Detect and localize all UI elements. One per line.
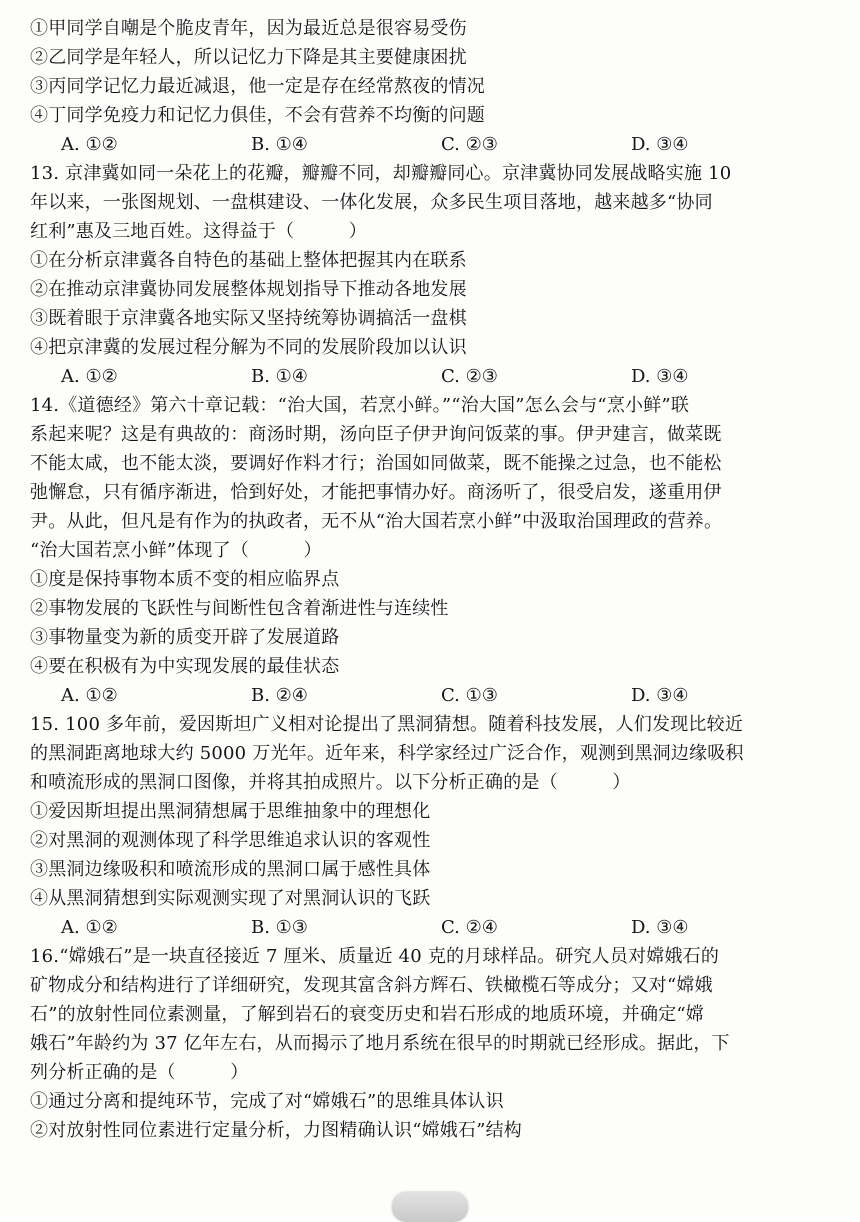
q12-option-3: ③丙同学记忆力最近减退，他一定是存在经常熬夜的情况 — [30, 76, 485, 97]
q13-stem-line-3: 红利”惠及三地百姓。这得益于（ ） — [30, 221, 368, 242]
q14-choices — [30, 681, 830, 710]
q15-stem-line-2: 的黑洞距离地球大约 5000 万光年。近年来，科学家经过广泛合作，观测到黑洞边缘吸积 — [30, 743, 744, 764]
q12-choice-a: A. ①② — [61, 134, 118, 155]
q13-choice-c: C. ②③ — [441, 366, 498, 387]
q15-option-2: ②对黑洞的观测体现了科学思维追求认识的客观性 — [30, 830, 431, 851]
q14-stem-line-3: 不能太咸，也不能太淡，要调好作料才行；治国如同做菜，既不能操之过急，也不能松 — [30, 453, 722, 474]
q12-choices — [30, 130, 830, 159]
q13-choices — [30, 362, 830, 391]
question-15 — [30, 710, 830, 942]
q13-stem-line-1: 13. 京津冀如同一朵花上的花瓣，瓣瓣不同，却瓣瓣同心。京津冀协同发展战略实施 10 — [30, 163, 732, 184]
q15-choice-c: C. ②④ — [441, 917, 498, 938]
q15-option-3: ③黑洞边缘吸积和喷流形成的黑洞口属于感性具体 — [30, 859, 431, 880]
q15-choice-a: A. ①② — [61, 917, 118, 938]
q16-stem-line-1: 16.“嫦娥石”是一块直径接近 7 厘米、质量近 40 克的月球样品。研究人员对嫦娥石的 — [30, 946, 720, 967]
q16-stem-line-3: 石”的放射性同位素测量，了解到岩石的衰变历史和岩石形成的地质环境，并确定“嫦 — [30, 1004, 705, 1025]
q14-stem-line-4: 弛懈怠，只有循序渐进，恰到好处，才能把事情办好。商汤听了，很受启发，遂重用伊 — [30, 482, 722, 503]
q12-option-4: ④丁同学免疫力和记忆力俱佳，不会有营养不均衡的问题 — [30, 105, 485, 126]
q16-option-1: ①通过分离和提纯环节，完成了对“嫦娥石”的思维具体认识 — [30, 1091, 504, 1112]
q13-option-1: ①在分析京津冀各自特色的基础上整体把握其内在联系 — [30, 250, 467, 271]
q13-option-2: ②在推动京津冀协同发展整体规划指导下推动各地发展 — [30, 279, 467, 300]
q12-choice-b: B. ①④ — [251, 134, 308, 155]
q14-stem-line-1: 14.《道德经》第六十章记载：“治大国，若烹小鲜。”“治大国”怎么会与“烹小鲜”联 — [30, 395, 690, 416]
q13-choice-b: B. ①④ — [251, 366, 308, 387]
q15-stem-line-3: 和喷流形成的黑洞口图像，并将其拍成照片。以下分析正确的是（ ） — [30, 772, 631, 793]
q14-stem-line-6: “治大国若烹小鲜”体现了（ ） — [30, 540, 322, 561]
q12-choice-d: D. ③④ — [631, 134, 689, 155]
q12-choice-c: C. ②③ — [441, 134, 498, 155]
q16-stem-line-4: 娥石”年龄约为 37 亿年左右，从而揭示了地月系统在很早的时期就已经形成。据此，下 — [30, 1033, 730, 1054]
q14-choice-a: A. ①② — [61, 685, 118, 706]
q13-option-3: ③既着眼于京津冀各地实际又坚持统筹协调搞活一盘棋 — [30, 308, 467, 329]
q15-option-4: ④从黑洞猜想到实际观测实现了对黑洞认识的飞跃 — [30, 888, 431, 909]
q14-choice-c: C. ①③ — [441, 685, 498, 706]
q16-stem-line-2: 矿物成分和结构进行了详细研究，发现其富含斜方辉石、铁橄榄石等成分；又对“嫦娥 — [30, 975, 713, 996]
page-content — [30, 14, 830, 1145]
q13-stem-line-2: 年以来，一张图规划、一盘棋建设、一体化发展，众多民生项目落地，越来越多“协同 — [30, 192, 713, 213]
q14-stem-line-2: 系起来呢？这是有典故的：商汤时期，汤向臣子伊尹询问饭菜的事。伊尹建言，做菜既 — [30, 424, 722, 445]
q14-option-2: ②事物发展的飞跃性与间断性包含着渐进性与连续性 — [30, 598, 449, 619]
page-scroll-handle[interactable] — [392, 1192, 468, 1222]
q12-option-1: ①甲同学自嘲是个脆皮青年，因为最近总是很容易受伤 — [30, 18, 467, 39]
q13-choice-a: A. ①② — [61, 366, 118, 387]
q13-option-4: ④把京津冀的发展过程分解为不同的发展阶段加以认识 — [30, 337, 467, 358]
q13-choice-d: D. ③④ — [631, 366, 689, 387]
q15-choice-b: B. ①③ — [251, 917, 308, 938]
q14-option-4: ④要在积极有为中实现发展的最佳状态 — [30, 656, 340, 677]
question-13 — [30, 159, 830, 391]
question-16 — [30, 942, 830, 1145]
q14-stem-line-5: 尹。从此，但凡是有作为的执政者，无不从“治大国若烹小鲜”中汲取治国理政的营养。 — [30, 511, 723, 532]
q15-option-1: ①爱因斯坦提出黑洞猜想属于思维抽象中的理想化 — [30, 801, 431, 822]
q14-option-3: ③事物量变为新的质变开辟了发展道路 — [30, 627, 340, 648]
q14-choice-b: B. ②④ — [251, 685, 308, 706]
question-12 — [30, 14, 830, 159]
q12-option-2: ②乙同学是年轻人，所以记忆力下降是其主要健康困扰 — [30, 47, 467, 68]
q14-choice-d: D. ③④ — [631, 685, 689, 706]
q14-option-1: ①度是保持事物本质不变的相应临界点 — [30, 569, 340, 590]
q15-choices — [30, 913, 830, 942]
q15-stem-line-1: 15. 100 多年前，爱因斯坦广义相对论提出了黑洞猜想。随着科技发展，人们发现比较近 — [30, 714, 744, 735]
q16-stem-line-5: 列分析正确的是（ ） — [30, 1062, 249, 1083]
q15-choice-d: D. ③④ — [631, 917, 689, 938]
q16-option-2: ②对放射性同位素进行定量分析，力图精确认识“嫦娥石”结构 — [30, 1120, 523, 1141]
question-14 — [30, 391, 830, 710]
